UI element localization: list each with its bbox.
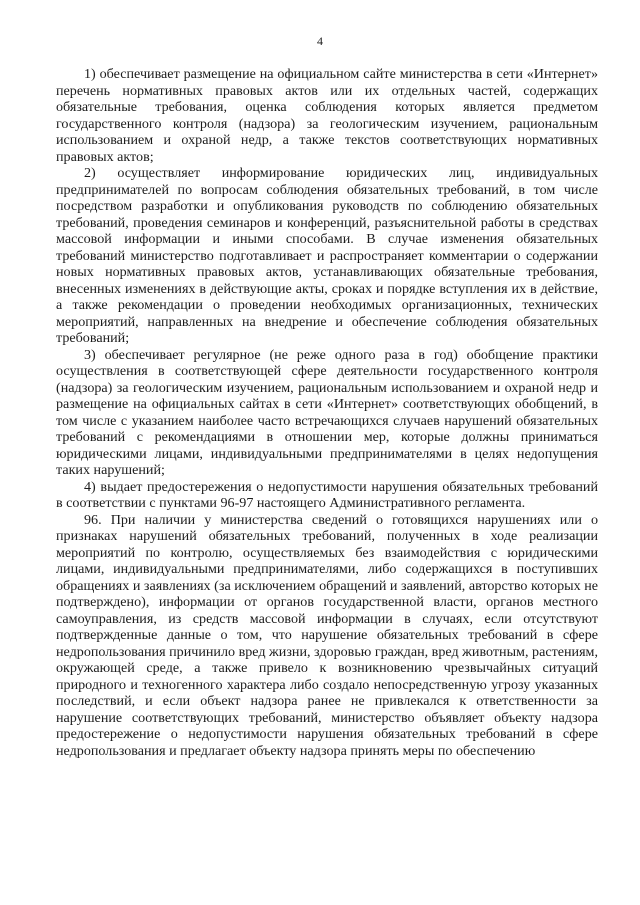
paragraph-96: 96. При наличии у министерства сведений о готовящихся нарушениях или о признаках нарушений обязательных требований, полученных в ходе реализации мероприятий по контролю, осуществляемых без взаимодействия с юридическими лицами, индивидуальными предпринимателями, либо содержащихся в поступивших обращениях и заявлениях (за исключением обращений и заявлений, авторство которых не подтверждено), информации от органов государственной власти, органов местного самоуправления, из средств массовой информации в случаях, если отсутствуют подтвержденные данные о том, что нарушение обязательных требований в сфере недропользования причинило вред жизни, здоровью граждан, вред животным, растениям, окружающей среде, а также привело к возникновению чрезвычайных ситуаций природного и техногенного характера либо создало непосредственную угрозу указанных последствий, и если объект надзора ранее не привлекался к ответственности за нарушение соответствующих требований, министерство объявляет объекту надзора предостережение о недопустимости нарушения обязательных требований в сфере недропользования и предлагает объекту надзора принять меры по обеспечению — [56, 511, 598, 759]
paragraph-item-3: 3) обеспечивает регулярное (не реже одного раза в год) обобщение практики осуществления в соответствующей сфере деятельности государственного контроля (надзора) за геологическим изучением, рациональным использованием и охраной недр и размещение на официальных сайтах в сети «Интернет» соответствующих обобщений, в том числе с указанием наиболее часто встречающихся случаев нарушений обязательных требований с рекомендациями в отношении мер, которые должны приниматься юридическими лицами, индивидуальными предпринимателями в целях недопущения таких нарушений; — [56, 346, 598, 478]
document-body — [56, 66, 598, 759]
paragraph-item-4: 4) выдает предостережения о недопустимости нарушения обязательных требований в соответствии с пунктами 96-97 настоящего Административного регламента. — [56, 478, 598, 511]
paragraph-item-1: 1) обеспечивает размещение на официальном сайте министерства в сети «Интернет» перечень нормативных правовых актов или их отдельных частей, содержащих обязательные требования, оценка соблюдения которых является предметом государственного контроля (надзора) за геологическим изучением, рациональным использованием и охраной недр, а также текстов соответствующих нормативных правовых актов; — [56, 66, 598, 165]
page-number: 4 — [317, 34, 323, 48]
paragraph-item-2: 2) осуществляет информирование юридических лиц, индивидуальных предпринимателей по вопросам соблюдения обязательных требований, в том числе посредством разработки и опубликования руководств по соблюдению обязательных требований, проведения семинаров и конференций, разъяснительной работы в средствах массовой информации и иными способами. В случае изменения обязательных требований министерство подготавливает и распространяет комментарии о содержании новых нормативных правовых актов, устанавливающих обязательные требования, внесенных изменениях в действующие акты, сроках и порядке вступления их в действие, а также рекомендации о проведении необходимых организационных, технических мероприятий, направленных на внедрение и обеспечение соблюдения обязательных требований; — [56, 165, 598, 346]
